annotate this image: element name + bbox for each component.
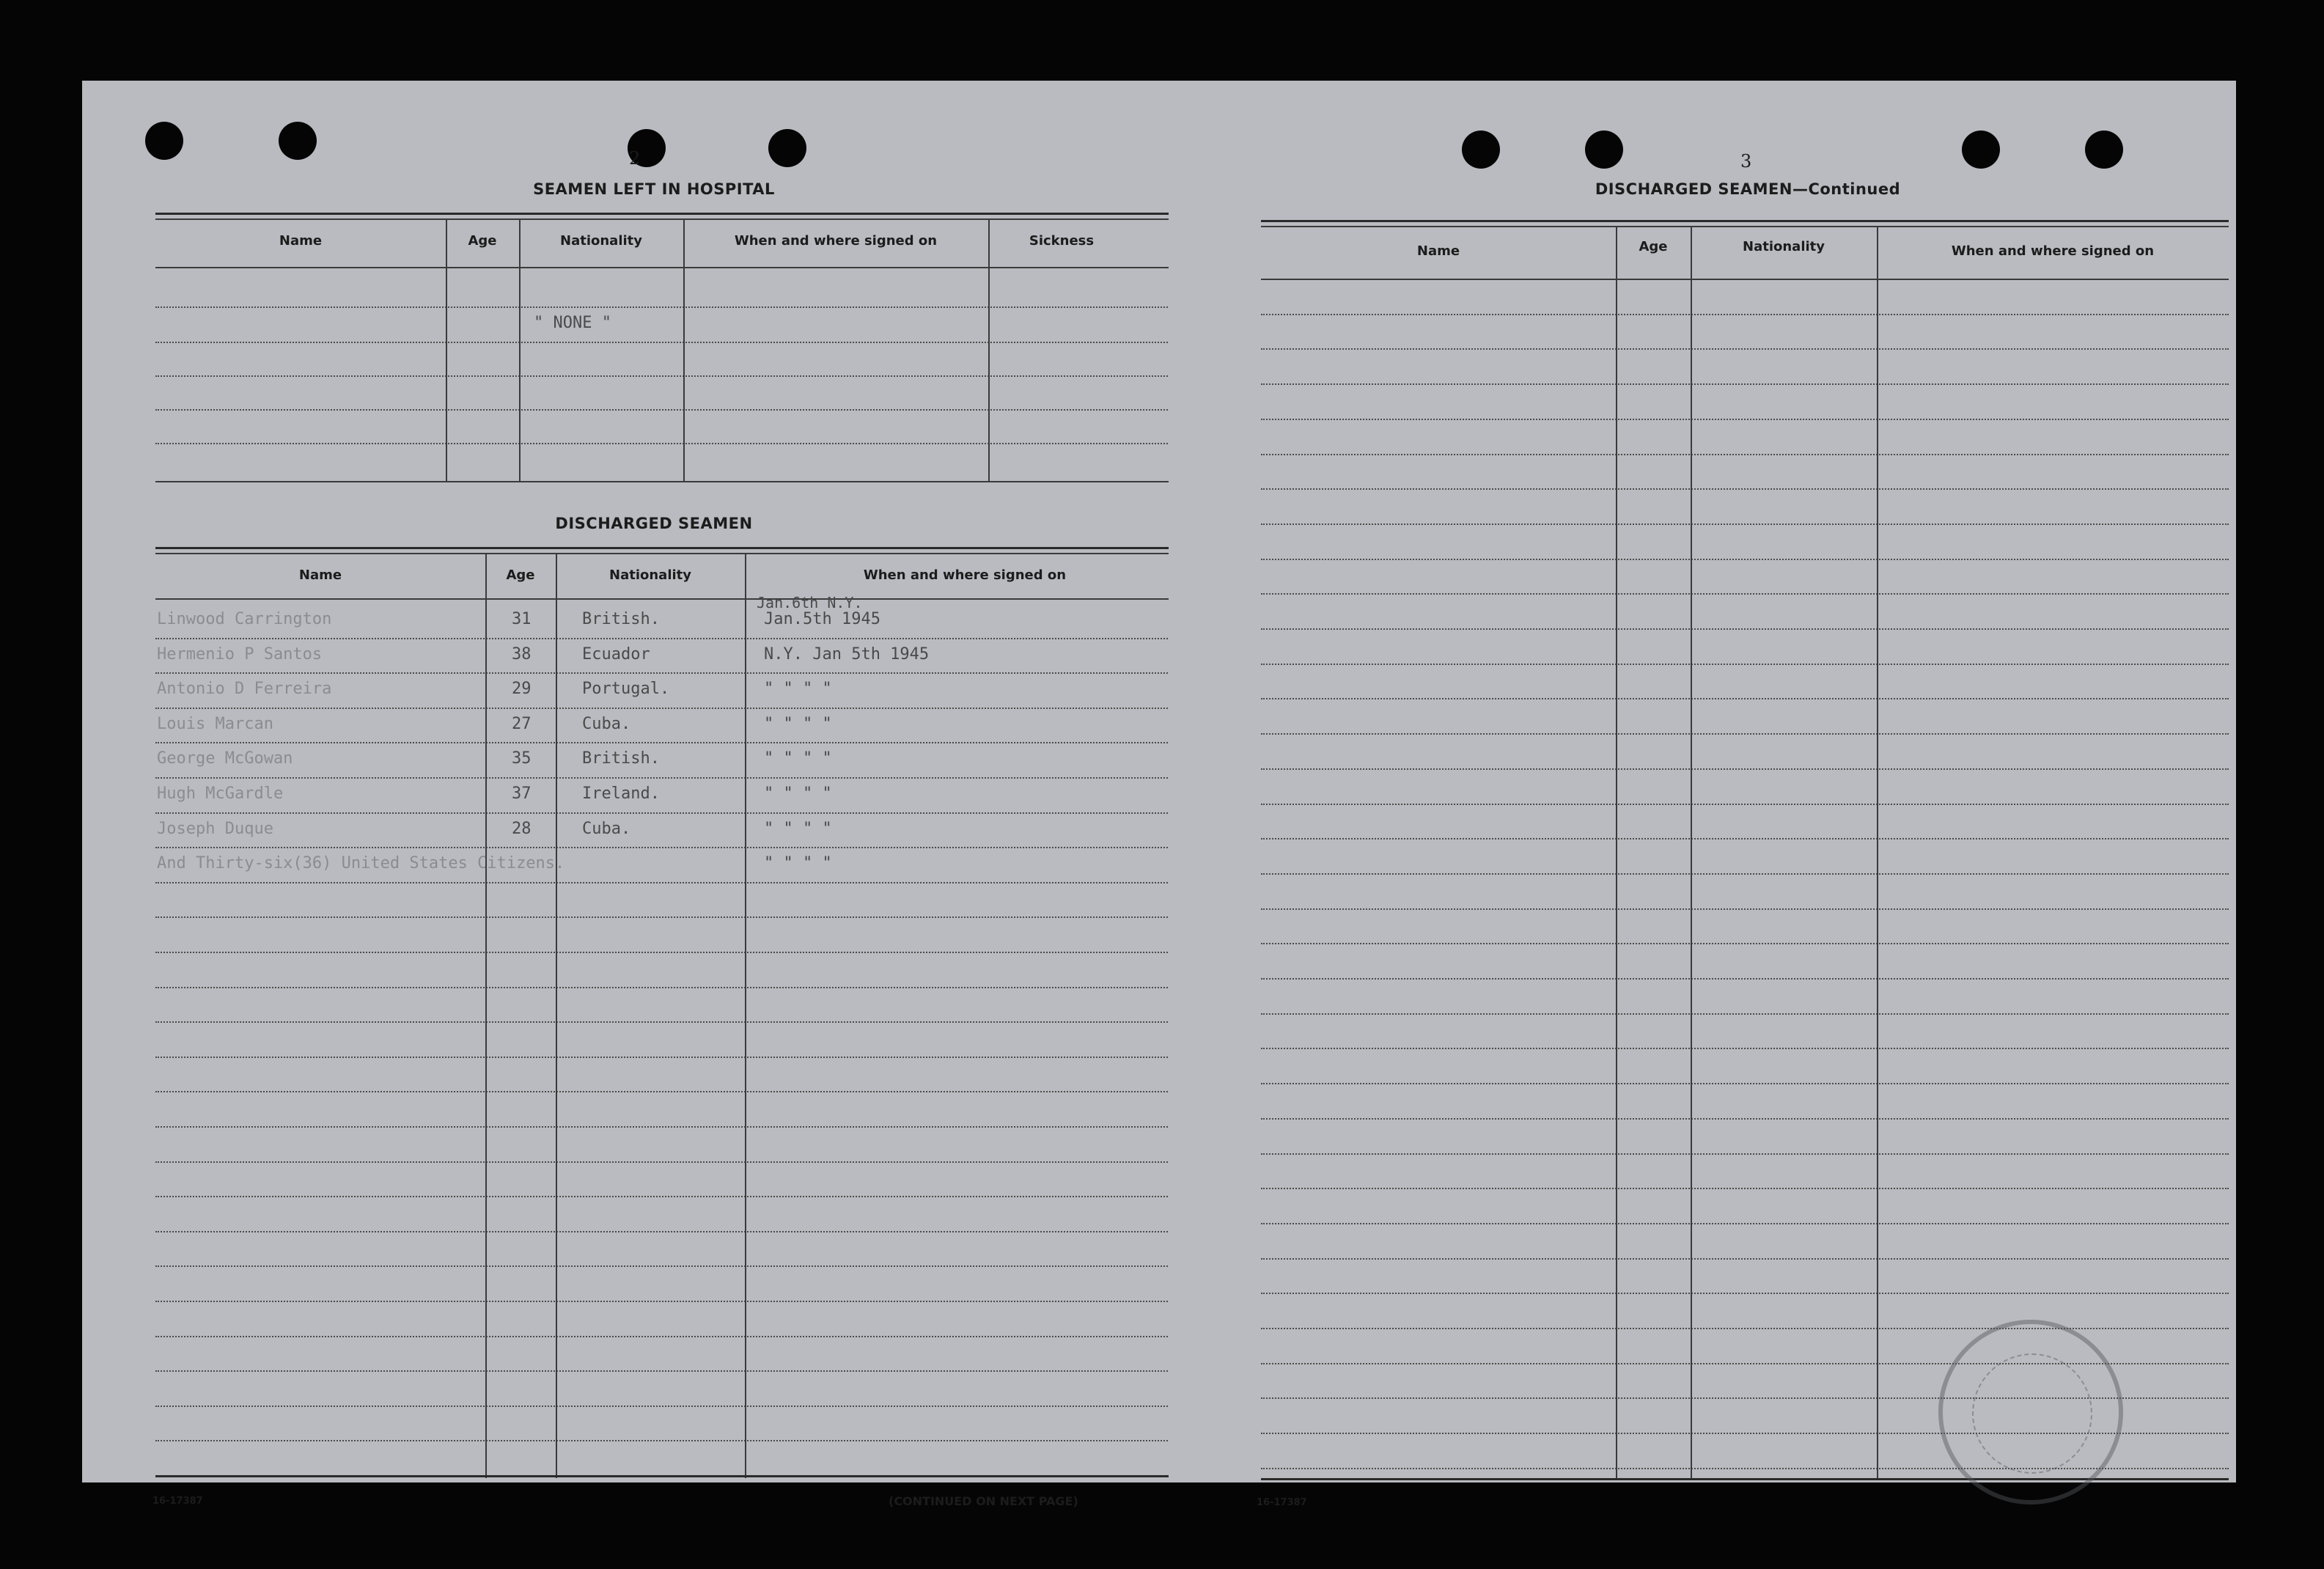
seaman-age: 29 [512, 680, 532, 698]
discharged-col-signed: When and where signed on [863, 567, 1067, 583]
punch-hole [768, 129, 806, 167]
seaman-name: Antonio D Ferreira [157, 680, 332, 698]
right-col-signed: When and where signed on [1951, 243, 2155, 259]
page-number: 3 [1740, 151, 1752, 172]
seaman-age: 31 [512, 610, 532, 628]
left-page [82, 81, 1169, 1508]
hospital-col-sickness: Sickness [1029, 233, 1095, 249]
hospital-section-title: SEAMEN LEFT IN HOSPITAL [533, 180, 775, 198]
right-col-name: Name [1416, 243, 1460, 259]
right-section-title: DISCHARGED SEAMEN—Continued [1595, 180, 1901, 198]
seaman-age: 38 [512, 645, 532, 664]
seaman-nationality: Ecuador [582, 645, 650, 664]
seaman-name: Louis Marcan [157, 715, 273, 733]
discharged-col-nationality: Nationality [609, 567, 691, 583]
seaman-signed-top: Jan.6th N.Y. [757, 594, 863, 611]
seaman-nationality: British. [582, 610, 660, 628]
seaman-nationality: Ireland. [582, 784, 660, 803]
punch-hole [1462, 131, 1500, 169]
punch-hole [2085, 131, 2123, 169]
form-number: 16-17387 [152, 1496, 203, 1507]
seaman-name: Hugh McGardle [157, 784, 284, 803]
seaman-age: 37 [512, 784, 532, 803]
seaman-nationality: British. [582, 749, 660, 768]
seaman-age: 28 [512, 820, 532, 838]
right-col-nationality: Nationality [1743, 239, 1825, 254]
punch-hole [145, 122, 183, 160]
citizens-signed-on: " " " " [764, 854, 832, 872]
seaman-signed-on: " " " " [764, 749, 832, 768]
hospital-col-name: Name [279, 233, 323, 249]
hospital-col-signed: When and where signed on [734, 233, 938, 249]
punch-hole [1962, 131, 2000, 169]
seaman-signed-on: Jan.5th 1945 [764, 610, 880, 628]
seaman-name: Joseph Duque [157, 820, 273, 838]
right-page [1169, 81, 2236, 1508]
hospital-none-entry: " NONE " [534, 314, 611, 332]
seaman-signed-on: " " " " [764, 784, 832, 803]
form-number: 16-17387 [1257, 1497, 1307, 1508]
seaman-signed-on: " " " " [764, 715, 832, 733]
discharged-col-age: Age [506, 567, 535, 583]
hospital-col-nationality: Nationality [560, 233, 642, 249]
seaman-name: George McGowan [157, 749, 293, 768]
seaman-signed-on: " " " " [764, 820, 832, 838]
seaman-name: Hermenio P Santos [157, 645, 323, 664]
continued-note: (CONTINUED ON NEXT PAGE) [889, 1494, 1078, 1508]
seaman-nationality: Portugal. [582, 680, 670, 698]
seaman-age: 35 [512, 749, 532, 768]
hospital-col-age: Age [468, 233, 497, 249]
page-number: 2 [629, 148, 641, 169]
seaman-signed-on: " " " " [764, 680, 832, 698]
right-col-age: Age [1639, 239, 1668, 254]
seaman-age: 27 [512, 715, 532, 733]
postmark-stamp [1938, 1320, 2123, 1504]
discharged-col-name: Name [298, 567, 342, 583]
discharged-section-title: DISCHARGED SEAMEN [555, 515, 753, 532]
seaman-name: Linwood Carrington [157, 610, 332, 628]
punch-hole [279, 122, 317, 160]
seaman-nationality: Cuba. [582, 715, 631, 733]
seaman-nationality: Cuba. [582, 820, 631, 838]
citizens-note: And Thirty-six(36) United States Citizens. [157, 854, 565, 872]
seaman-signed-on: N.Y. Jan 5th 1945 [764, 645, 930, 664]
punch-hole [1585, 131, 1623, 169]
